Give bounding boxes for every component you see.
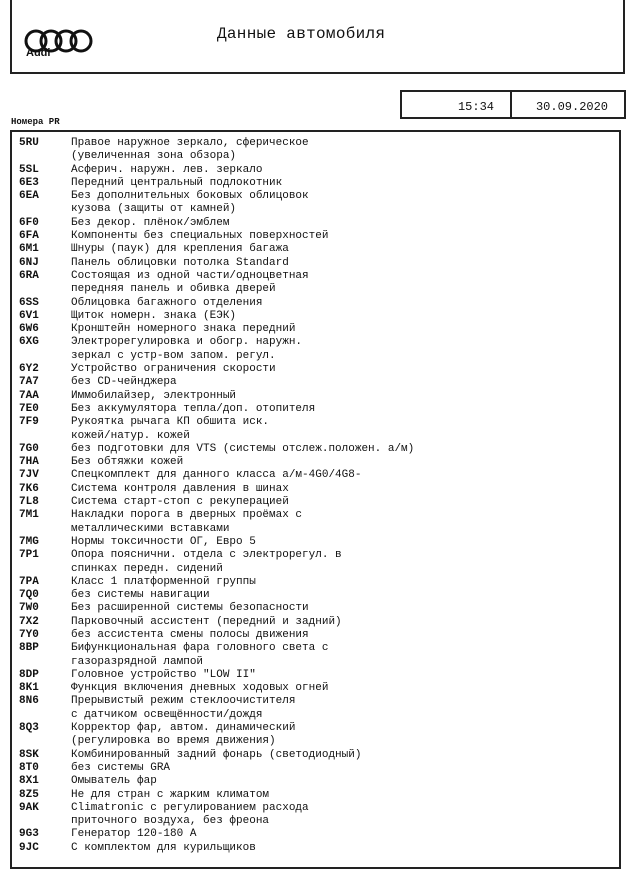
pr-description: спинках передн. сидений [71,562,223,575]
pr-code: 5SL [19,163,39,176]
pr-code: 7L8 [19,496,39,509]
pr-description: Щиток номерн. знака (ЕЭК) [71,309,237,322]
pr-code [12,563,71,576]
list-item-continuation [12,656,619,669]
pr-code: 7G0 [19,442,39,455]
pr-description: Без декор. плёнок/эмблем [71,216,230,229]
list-item [12,789,619,802]
pr-description: Иммобилайзер, электронный [71,389,237,402]
pr-description: Парковочный ассистент (передний и задний) [71,615,342,628]
pr-code: 7E0 [19,402,39,415]
pr-description: без системы навигации [71,589,210,602]
list-item-continuation [12,735,619,748]
pr-description: с датчиком освещённости/дождя [71,708,263,721]
list-item [12,336,619,349]
list-item [12,749,619,762]
pr-description: передняя панель и обивка дверей [71,283,276,296]
pr-description: Без расширенной системы безопасности [71,602,309,615]
pr-description: Асферич. наружн. лев. зеркало [71,163,263,176]
pr-description: Облицовка багажного отделения [71,296,263,309]
pr-description: Накладки порога в дверных проёмах с [71,509,303,522]
list-item [12,243,619,256]
pr-description: без системы GRA [71,761,171,774]
pr-code [12,656,71,669]
pr-description: С комплектом для курильщиков [71,841,256,854]
list-item [12,669,619,682]
pr-description: Компоненты без специальных поверхностей [71,230,329,243]
pr-code: 7F9 [19,416,39,429]
list-item [12,629,619,642]
pr-code: 8T0 [19,761,39,774]
list-item-continuation [12,563,619,576]
pr-description: Состоящая из одной части/одноцветная [71,269,309,282]
list-item [12,297,619,310]
pr-code [12,203,71,216]
pr-description: без CD-чейнджера [71,376,177,389]
pr-code [12,815,71,828]
pr-code: 6EA [19,190,39,203]
pr-code: 5RU [19,137,39,149]
pr-description: Без дополнительных боковых облицовок [71,190,309,203]
list-item [12,576,619,589]
pr-codes-list [10,130,621,869]
pr-code [12,430,71,443]
pr-description: Головное устройство "LOW II" [71,668,256,681]
list-item [12,363,619,376]
date-value: 30.09.2020 [535,100,608,114]
pr-code: 7PA [19,575,39,588]
brand-name: Audi [26,47,51,59]
pr-description: Система контроля давления в шинах [71,482,289,495]
list-item [12,762,619,775]
pr-code: 6NJ [19,256,39,269]
pr-code: 7P1 [19,549,39,562]
list-item [12,536,619,549]
pr-code [12,523,71,536]
pr-description: газоразрядной лампой [71,655,204,668]
pr-description: (регулировка во время движения) [71,735,276,748]
pr-code: 7M1 [19,509,39,522]
pr-code: 7HA [19,456,39,469]
pr-code: 6SS [19,296,39,309]
pr-description: Корректор фар, автом. динамический [71,722,296,735]
pr-code [12,709,71,722]
pr-description: без подготовки для VTS (системы отслеж.положен. а/м) [71,442,415,455]
pr-code: 7A7 [19,376,39,389]
pr-description: приточного воздуха, без фреона [71,815,270,828]
list-item [12,616,619,629]
pr-description: Класс 1 платформенной группы [71,575,256,588]
pr-code: 6XG [19,336,39,349]
pr-code: 6RA [19,269,39,282]
page-title: Данные автомобиля [217,25,386,43]
pr-description: Без обтяжки кожей [71,456,184,469]
pr-code: 6FA [19,230,39,243]
pr-code: 6V1 [19,309,39,322]
pr-code: 8BP [19,642,39,655]
pr-description: Не для стран с жарким климатом [71,788,270,801]
pr-description: кожей/натур. кожей [71,429,190,442]
pr-code: 6W6 [19,323,39,336]
pr-code: 7W0 [19,602,39,615]
pr-code: 6F0 [19,216,39,229]
list-item-continuation [12,283,619,296]
list-item-continuation [12,150,619,163]
pr-code: 8K1 [19,682,39,695]
pr-code: 8DP [19,668,39,681]
list-item [12,589,619,602]
list-item [12,443,619,456]
list-item [12,310,619,323]
pr-description: Электрорегулировка и обогр. наружн. [71,336,303,349]
pr-description: Прерывистый режим стеклоочистителя [71,695,296,708]
list-item [12,456,619,469]
document-header [10,0,625,74]
pr-description: зеркал с устр-вом запом. регул. [71,349,276,362]
list-item [12,270,619,283]
pr-description: Устройство ограничения скорости [71,363,276,376]
list-item-continuation [12,203,619,216]
list-item [12,190,619,203]
pr-code: 7JV [19,469,39,482]
list-item-continuation [12,815,619,828]
list-item [12,842,619,855]
pr-code: 6E3 [19,176,39,189]
pr-description: Рукоятка рычага КП обшита иск. [71,416,270,429]
pr-description: Панель облицовки потолка Standard [71,256,289,269]
list-item [12,828,619,841]
pr-code: 7AA [19,389,39,402]
pr-code: 6Y2 [19,363,39,376]
list-item [12,802,619,815]
list-item [12,403,619,416]
pr-description: Передний центральный подлокотник [71,176,283,189]
list-item-continuation [12,430,619,443]
list-item [12,642,619,655]
pr-description: Бифункциональная фара головного света с [71,642,329,655]
pr-code [12,350,71,363]
pr-code: 7K6 [19,482,39,495]
pr-code: 8SK [19,748,39,761]
list-item [12,137,619,150]
section-label: Номера PR [11,117,60,127]
pr-description: Генератор 120-180 A [71,828,197,841]
pr-description: Без аккумулятора тепла/доп. отопителя [71,402,316,415]
list-item [12,416,619,429]
list-item [12,323,619,336]
pr-description: Спецкомплект для данного класса а/м-4G0/4G8- [71,469,362,482]
pr-description: металлическими вставками [71,522,230,535]
pr-code: 8N6 [19,695,39,708]
list-item [12,469,619,482]
pr-description: Функция включения дневных ходовых огней [71,682,329,695]
pr-code: 9G3 [19,828,39,841]
list-item [12,376,619,389]
list-item [12,257,619,270]
list-item [12,682,619,695]
pr-description: кузова (защиты от камней) [71,203,237,216]
pr-code: 7MG [19,535,39,548]
pr-code: 6M1 [19,243,39,256]
pr-description: Шнуры (паук) для крепления багажа [71,243,289,256]
pr-description: Опора пояснични. отдела с электрорегул. в [71,549,342,562]
list-item [12,217,619,230]
pr-description: (увеличенная зона обзора) [71,150,237,163]
list-item [12,483,619,496]
list-item [12,549,619,562]
list-item [12,722,619,735]
list-item-continuation [12,350,619,363]
pr-description: Омыватель фар [71,775,157,788]
list-item [12,695,619,708]
list-item [12,390,619,403]
list-item [12,164,619,177]
pr-code: 8Z5 [19,788,39,801]
pr-code: 8X1 [19,775,39,788]
pr-code: 7Q0 [19,589,39,602]
pr-code [12,735,71,748]
pr-description: без ассистента смены полосы движения [71,628,309,641]
list-item [12,230,619,243]
list-item [12,775,619,788]
pr-code [12,150,71,163]
pr-description: Climatronic с регулированием расхода [71,801,309,814]
timestamp-box [400,90,626,119]
list-item [12,509,619,522]
pr-code [12,283,71,296]
pr-code: 9JC [19,841,39,854]
list-item [12,177,619,190]
pr-code: 7Y0 [19,628,39,641]
pr-description: Комбинированный задний фонарь (светодиодный) [71,748,362,761]
pr-code: 7X2 [19,615,39,628]
list-item-continuation [12,523,619,536]
pr-description: Система старт-стоп с рекуперацией [71,496,289,509]
pr-description: Правое наружное зеркало, сферическое [71,137,309,149]
pr-description: Нормы токсичности ОГ, Евро 5 [71,535,256,548]
time-value: 15:34 [402,92,512,117]
pr-description: Кронштейн номерного знака передний [71,323,296,336]
list-item-continuation [12,709,619,722]
pr-code: 9AK [19,801,39,814]
list-item [12,602,619,615]
list-item [12,496,619,509]
pr-code: 8Q3 [19,722,39,735]
